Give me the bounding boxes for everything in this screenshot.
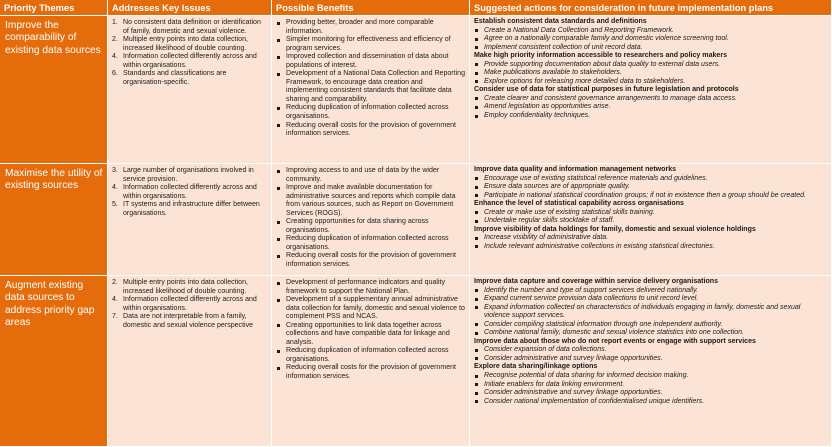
action-section-title: Improve data capture and coverage within service delivery organisations: [474, 278, 718, 285]
benefit-item: Improving access to and use of data by the wider community.: [276, 167, 466, 184]
possible-benefits-list: [276, 167, 466, 270]
benefit-item: Reducing duplication of information collected across organisations.: [276, 104, 466, 121]
benefit-item: Development of a National Data Collection and Reporting Framework, to encourage data creation and implementing consistent standards that facilitate data sharing and comparability.: [276, 70, 466, 104]
key-issue-text: Information collected differently across and within organisations.: [123, 53, 257, 69]
action-items-list: [474, 61, 828, 87]
action-section-title: Improve data about those who do not report events or engage with support services: [474, 337, 756, 345]
action-section-title: Establish consistent data standards and definitions: [474, 18, 647, 25]
action-item: Amend legislation as opportunities arise.: [474, 103, 828, 112]
action-section-title: Improve visibility of data holdings for family, domestic and sexual violence holdings: [474, 225, 756, 233]
action-items-list: [474, 95, 828, 121]
key-issues-cell: [108, 16, 272, 164]
benefit-item: Improve and make available documentation for administrative sources and reports which compile data from various sources, such as Report on Government Services (ROGS).: [276, 184, 466, 218]
key-issue-item: [112, 36, 268, 53]
key-issue-item: [112, 296, 268, 313]
action-item: Ensure data sources are of appropriate quality.: [474, 183, 828, 192]
benefit-item: Creating opportunities to link data together across collections and have compatible data for linkage and analysis.: [276, 322, 466, 348]
benefit-item: Creating opportunities for data sharing across organisations.: [276, 218, 466, 235]
action-item: Include relevant administrative collections in existing statistical directories.: [474, 243, 828, 252]
action-section-title: Enhance the level of statistical capability across organisations: [474, 200, 684, 208]
action-section-title: Make high priority information accessible to researchers and policy makers: [474, 52, 727, 60]
action-item: Create a National Data Collection and Reporting Framework.: [474, 27, 828, 36]
suggested-actions-cell: [470, 16, 832, 164]
action-items-list: [474, 209, 828, 226]
action-item: Employ confidentiality techniques.: [474, 112, 828, 121]
possible-benefits-list: [276, 19, 466, 139]
action-items-list: [474, 234, 828, 251]
key-issue-number: 6.: [112, 70, 118, 78]
action-item: Create clearer and consistent governance arrangements to manage data access.: [474, 95, 828, 104]
possible-benefits-list: [276, 279, 466, 382]
action-item: Expand current service provision data collections to unit record level.: [474, 295, 828, 304]
action-item: Consider national implementation of confidentialised unique identifiers.: [474, 398, 828, 407]
possible-benefits-cell: [272, 164, 470, 276]
key-issue-text: IT systems and infrastructure differ between organisations.: [123, 201, 260, 217]
action-items-list: [474, 372, 828, 406]
action-item: Consider administrative and survey linkage opportunities.: [474, 355, 828, 364]
key-issue-item: [112, 184, 268, 201]
action-item: Make publications available to stakeholders.: [474, 69, 828, 78]
key-issue-text: Multiple entry points into data collection, increased likelihood of double counting.: [123, 36, 248, 52]
key-issue-item: [112, 70, 268, 87]
key-issue-item: [112, 201, 268, 218]
action-item: Provide supporting documentation about data quality to external data users.: [474, 61, 828, 70]
key-issue-text: Standards and classifications are organisation-specific.: [123, 70, 227, 86]
action-item: Recognise potential of data sharing for informed decision making.: [474, 372, 828, 381]
action-item: Explore options for releasing more detailed data to stakeholders.: [474, 78, 828, 87]
suggested-actions-cell: [470, 164, 832, 276]
action-section-title: Explore data sharing/linkage options: [474, 363, 598, 371]
key-issue-text: Information collected differently across and within organisations.: [123, 296, 257, 312]
key-issue-text: Large number of organisations involved in service provision.: [123, 167, 254, 183]
key-issue-text: Multiple entry points into data collection, increased likelihood of double counting.: [123, 279, 248, 295]
key-issues-list: [112, 19, 268, 87]
key-issue-number: 2.: [112, 279, 118, 286]
priority-theme-cell: Maximise the utility of existing sources: [0, 164, 108, 276]
key-issues-list: [112, 279, 268, 330]
action-items-list: [474, 346, 828, 363]
possible-benefits-cell: [272, 16, 470, 164]
priority-theme-cell: Augment existing data sources to address priority gap areas: [0, 276, 108, 447]
benefit-item: Improved collection and dissemination of data about populations of interest.: [276, 53, 466, 70]
key-issue-text: No consistent data definition or identification of family, domestic and sexual violence.: [123, 19, 261, 35]
action-items-list: [474, 175, 828, 201]
key-issue-number: 1.: [112, 19, 118, 26]
key-issues-list: [112, 167, 268, 218]
action-section-title: Consider use of data for statistical purposes in future legislation and protocols: [474, 86, 739, 94]
action-item: Increase visibility of administrative data.: [474, 234, 828, 243]
benefit-item: Reducing overall costs for the provision of government information services.: [276, 122, 466, 139]
action-item: Undertake regular skills stocktake of staff.: [474, 217, 828, 226]
action-item: Expand information collected on characteristics of individuals engaging in family, domestic and sexual violence support services.: [474, 304, 828, 321]
key-issue-number: 2.: [112, 36, 118, 44]
action-item: Implement consistent collection of unit record data.: [474, 44, 828, 53]
action-item: Agree on a nationally comparable family and domestic violence screening tool.: [474, 35, 828, 44]
benefit-item: Simpler monitoring for effectiveness and efficiency of program services.: [276, 36, 466, 53]
action-section-title: Improve data quality and information management networks: [474, 166, 677, 173]
header-key-issues: Addresses Key Issues: [108, 0, 272, 16]
key-issue-item: [112, 279, 268, 296]
key-issue-item: [112, 167, 268, 184]
action-item: Create or make use of existing statistical skills training.: [474, 209, 828, 218]
key-issue-number: 4.: [112, 53, 118, 61]
benefit-item: Reducing overall costs for the provision of government information services.: [276, 252, 466, 269]
action-items-list: [474, 27, 828, 53]
key-issues-cell: [108, 164, 272, 276]
benefit-item: Development of performance indicators and quality framework to support the National Plan.: [276, 279, 466, 296]
action-item: Consider administrative and survey linkage opportunities.: [474, 389, 828, 398]
action-item: Encourage use of existing statistical reference materials and guidelines.: [474, 175, 828, 184]
action-item: Consider expansion of data collections.: [474, 346, 828, 355]
action-item: Combine national family, domestic and sexual violence statistics into one collection.: [474, 329, 828, 338]
action-items-list: [474, 287, 828, 338]
benefit-item: Development of a supplementary annual administrative data collection for family, domestic and sexual violence to complement PSS and NCAS.: [276, 296, 466, 322]
priority-theme-cell: Improve the comparability of existing data sources: [0, 16, 108, 164]
key-issue-item: [112, 313, 268, 330]
suggested-actions-cell: [470, 276, 832, 447]
key-issue-number: 7.: [112, 313, 118, 321]
action-item: Initiate enablers for data linking environment.: [474, 381, 828, 390]
key-issue-number: 4.: [112, 296, 118, 304]
benefit-item: Reducing duplication of information collected across organisations.: [276, 235, 466, 252]
key-issue-item: [112, 53, 268, 70]
benefit-item: Reducing duplication of information collected across organisations.: [276, 347, 466, 364]
header-possible-benefits: Possible Benefits: [272, 0, 470, 16]
key-issue-item: [112, 19, 268, 36]
key-issue-text: Information collected differently across and within organisations.: [123, 184, 257, 200]
header-suggested-actions: Suggested actions for consideration in future implementation plans: [470, 0, 832, 16]
key-issue-number: 4.: [112, 184, 118, 192]
key-issue-number: 5.: [112, 201, 118, 209]
header-priority-themes: Priority Themes: [0, 0, 108, 16]
action-item: Consider compiling statistical information through one independent authority.: [474, 321, 828, 330]
key-issue-text: Data are not interpretable from a family, domestic and sexual violence perspective: [123, 313, 254, 329]
key-issues-cell: [108, 276, 272, 447]
key-issue-number: 3.: [112, 167, 118, 174]
benefit-item: Providing better, broader and more comparable information.: [276, 19, 466, 36]
action-item: Identify the number and type of support services delivered nationally.: [474, 287, 828, 296]
benefit-item: Reducing overall costs for the provision of government information services.: [276, 364, 466, 381]
action-item: Participate in national statistical coordination groups; if not in existence then a group should be created.: [474, 192, 828, 201]
possible-benefits-cell: [272, 276, 470, 447]
